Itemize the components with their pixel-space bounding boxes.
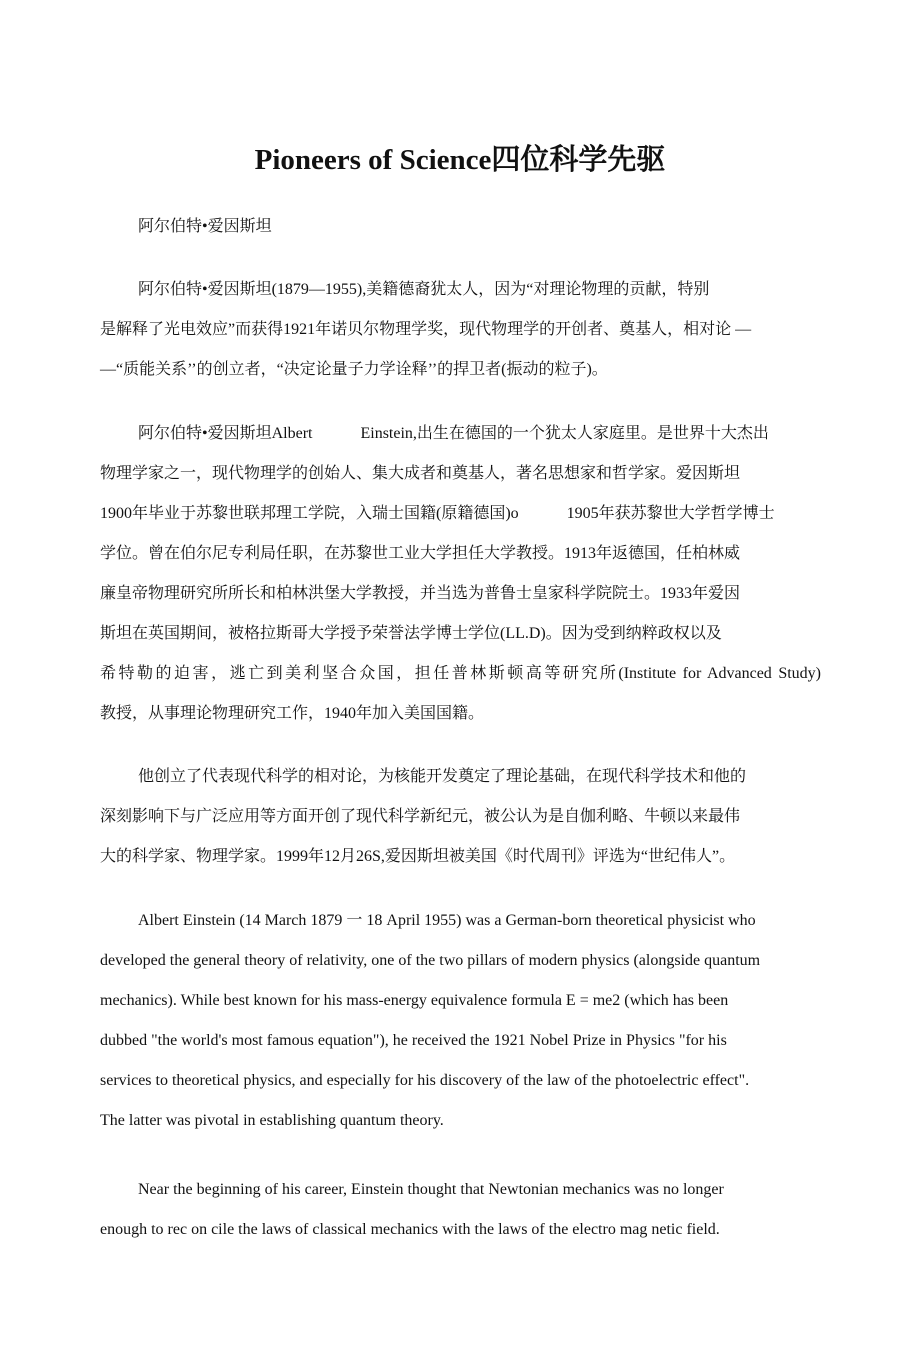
paragraph-5-line-2: enough to rec on cile the laws of classical mechanics with the laws of the electro mag netic field.	[100, 1221, 720, 1238]
paragraph-4-line-2: developed the general theory of relativity, one of the two pillars of modern physics (alongside quantum	[100, 952, 761, 969]
paragraph-2-line-6: 斯坦在英国期间，被格拉斯哥大学授予荣誉法学博士学位(LL.D)。因为受到纳粹政权以及	[100, 625, 722, 642]
paragraph-2-line-8: 教授，从事理论物理研究工作，1940年加入美国国籍。	[100, 705, 485, 722]
paragraph-2-line-1: 阿尔伯特•爱因斯坦Albert Einstein,出生在德国的一个犹太人家庭里。是世界十大杰出	[138, 425, 769, 442]
page-title: Pioneers of Science四位科学先驱	[254, 144, 666, 176]
paragraph-3-line-2: 深刻影响下与广泛应用等方面开创了现代科学新纪元，被公认为是自伽利略、牛顿以来最伟	[100, 808, 741, 825]
paragraph-5-line-1: Near the beginning of his career, Einstein thought that Newtonian mechanics was no longer	[138, 1181, 724, 1198]
paragraph-1-line-2: 是解释了光电效应”而获得1921年诺贝尔物理学奖，现代物理学的开创者、奠基人，相对论 —	[100, 321, 752, 338]
paragraph-4-line-3: mechanics). While best known for his mass-energy equivalence formula E = me2 (which has been	[100, 992, 729, 1009]
paragraph-4-line-6: The latter was pivotal in establishing quantum theory.	[100, 1112, 444, 1129]
section-heading: 阿尔伯特•爱因斯坦	[138, 218, 272, 235]
paragraph-2-line-3: 1900年毕业于苏黎世联邦理工学院，入瑞士国籍(原籍德国)o 1905年获苏黎世大学哲学博士	[100, 505, 775, 522]
paragraph-2-line-7: 希特勒的迫害，逃亡到美利坚合众国，担任普林斯顿高等研究所(Institute for Advanced Study)	[100, 665, 821, 682]
paragraph-1-line-3: —“质能关系’’的创立者，“决定论量子力学诠释’’的捍卫者(振动的粒子)。	[100, 361, 608, 378]
paragraph-2-line-5: 廉皇帝物理研究所所长和柏林洪堡大学教授，并当选为普鲁士皇家科学院院士。1933年爱因	[100, 585, 741, 602]
paragraph-3-line-3: 大的科学家、物理学家。1999年12月26S,爱因斯坦被美国《时代周刊》评选为“世纪伟人”。	[100, 848, 736, 865]
paragraph-4-line-1: Albert Einstein (14 March 1879 一 18 April 1955) was a German-born theoretical physicist who	[138, 912, 756, 929]
paragraph-4-line-4: dubbed "the world's most famous equation"), he received the 1921 Nobel Prize in Physics "for his	[100, 1032, 727, 1049]
paragraph-2-line-2: 物理学家之一，现代物理学的创始人、集大成者和奠基人，著名思想家和哲学家。爱因斯坦	[100, 465, 741, 482]
paragraph-1-line-1: 阿尔伯特•爱因斯坦(1879—1955),美籍德裔犹太人，因为“对理论物理的贡献，特别	[138, 281, 710, 298]
paragraph-2-line-4: 学位。曾在伯尔尼专利局任职，在苏黎世工业大学担任大学教授。1913年返德国，任柏林威	[100, 545, 741, 562]
paragraph-4-line-5: services to theoretical physics, and especially for his discovery of the law of the photoelectric effect".	[100, 1072, 750, 1089]
paragraph-3-line-1: 他创立了代表现代科学的相对论，为核能开发奠定了理论基础，在现代科学技术和他的	[138, 768, 747, 785]
